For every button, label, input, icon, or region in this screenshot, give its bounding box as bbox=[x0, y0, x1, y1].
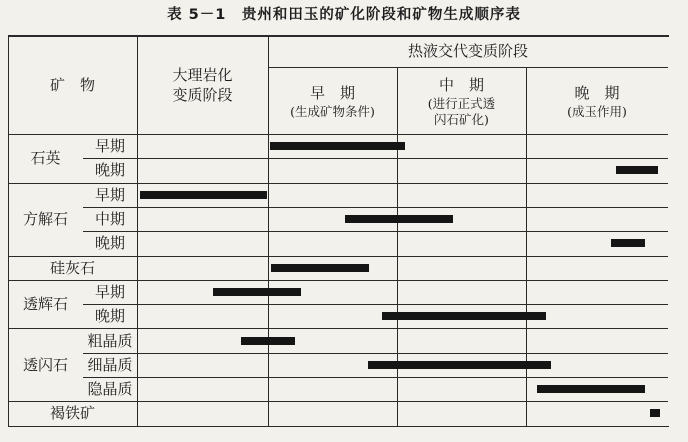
table-rule bbox=[83, 207, 668, 208]
mineral-sub-stage: 晚期 bbox=[94, 161, 125, 180]
table-rule bbox=[8, 183, 668, 184]
table-rule bbox=[8, 426, 669, 427]
stage-duration-bar bbox=[271, 264, 369, 272]
mineral-sub-stage: 粗晶质 bbox=[87, 331, 133, 350]
stage-duration-bar bbox=[537, 385, 645, 393]
table-rule bbox=[8, 401, 668, 402]
table-title: 表 5－1 贵州和田玉的矿化阶段和矿物生成顺序表 bbox=[167, 7, 521, 23]
mineral-name: 褐铁矿 bbox=[49, 404, 95, 423]
header-hydrothermal: 热液交代变质阶段 bbox=[407, 42, 528, 60]
mineral-name: 透辉石 bbox=[22, 295, 68, 314]
stage-duration-bar bbox=[241, 337, 295, 345]
mineral-sub-stage: 晚期 bbox=[94, 307, 125, 326]
stage-duration-bar bbox=[345, 215, 453, 223]
table-rule bbox=[83, 377, 668, 378]
table-rule bbox=[268, 67, 668, 68]
mineral-name: 硅灰石 bbox=[49, 258, 95, 277]
stage-duration-bar bbox=[270, 142, 405, 150]
table-rule bbox=[268, 35, 269, 426]
table-rule bbox=[526, 67, 527, 426]
table-rule bbox=[83, 231, 668, 232]
mineral-sub-stage: 早期 bbox=[94, 282, 125, 301]
mineral-sub-stage: 中期 bbox=[94, 210, 125, 229]
table-rule bbox=[8, 35, 9, 426]
table-rule bbox=[137, 35, 138, 426]
stage-duration-bar bbox=[616, 166, 658, 174]
stage-duration-bar bbox=[650, 409, 660, 417]
mineral-sub-stage: 晚期 bbox=[94, 234, 125, 253]
header-marble-stage: 大理岩化 变质阶段 bbox=[172, 65, 233, 104]
mineral-sub-stage: 隐晶质 bbox=[87, 380, 133, 399]
table-rule bbox=[397, 67, 398, 426]
table-rule bbox=[8, 328, 668, 329]
table-rule bbox=[83, 304, 668, 305]
header-middle: 中 期 (进行正式透 闪石矿化) bbox=[427, 75, 496, 127]
header-mineral: 矿 物 bbox=[49, 75, 95, 94]
table-rule bbox=[83, 158, 668, 159]
mineral-name: 透闪石 bbox=[22, 355, 68, 374]
stage-duration-bar bbox=[213, 288, 301, 296]
mineral-name: 方解石 bbox=[22, 210, 68, 229]
stage-duration-bar bbox=[611, 239, 645, 247]
stage-duration-bar bbox=[368, 361, 551, 369]
table-rule bbox=[8, 280, 668, 281]
stage-duration-bar bbox=[140, 191, 267, 199]
table-rule bbox=[8, 35, 669, 37]
stage-duration-bar bbox=[382, 312, 546, 320]
mineral-sub-stage: 细晶质 bbox=[87, 355, 133, 374]
table-rule bbox=[83, 353, 668, 354]
table-rule bbox=[8, 256, 668, 257]
mineral-sub-stage: 早期 bbox=[94, 185, 125, 204]
header-late: 晚 期 (成玉作用) bbox=[567, 83, 627, 119]
table-rule bbox=[8, 134, 668, 135]
mineral-name: 石英 bbox=[30, 149, 61, 168]
mineral-sub-stage: 早期 bbox=[94, 137, 125, 156]
header-early: 早 期 (生成矿物条件) bbox=[290, 83, 375, 119]
